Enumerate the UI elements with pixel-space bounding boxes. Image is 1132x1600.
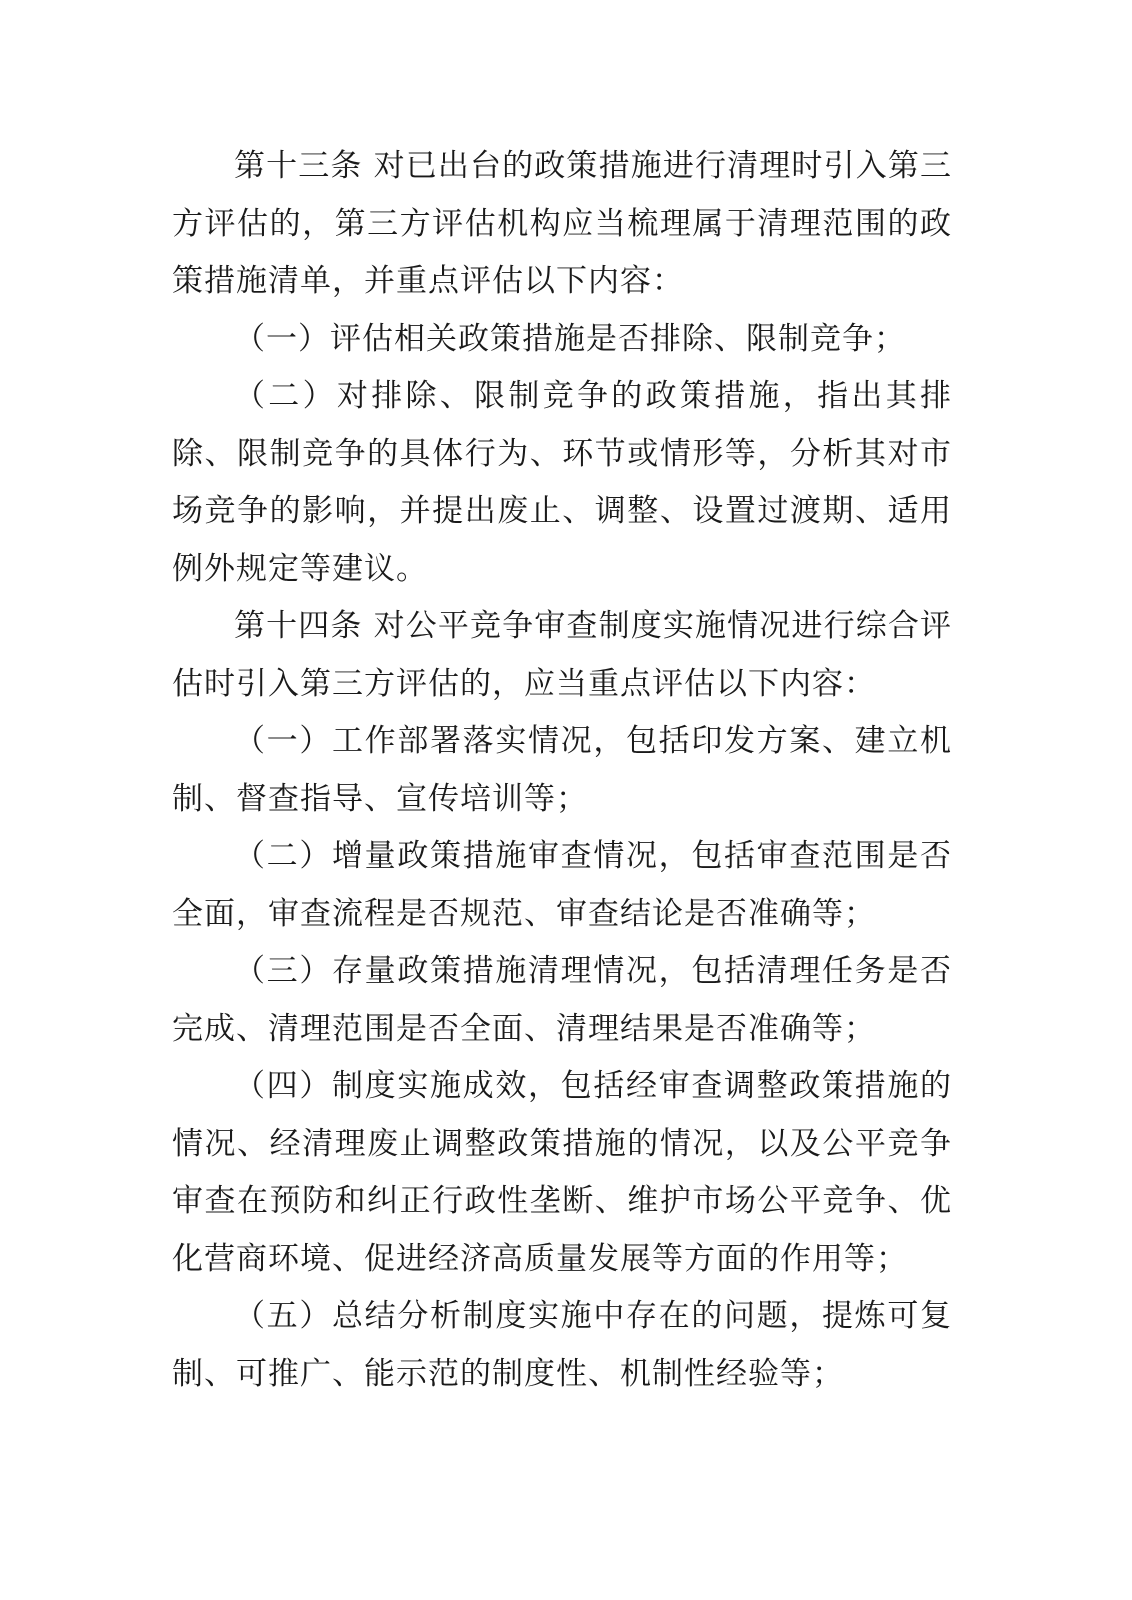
- article-14-item-4: （四）制度实施成效，包括经审查调整政策措施的情况、经清理废止调整政策措施的情况，以及公平竞争审查在预防和纠正行政性垄断、维护市场公平竞争、优化营商环境、促进经济高质量发展等方面的作用等；: [172, 1068, 952, 1277]
- article-13-item-1: （一）评估相关政策措施是否排除、限制竞争；: [234, 320, 906, 357]
- article-14-item-5: （五）总结分析制度实施中存在的问题，提炼可复制、可推广、能示范的制度性、机制性经验等；: [172, 1298, 952, 1392]
- article-14-intro: 第十四条 对公平竞争审查制度实施情况进行综合评估时引入第三方评估的，应当重点评估以下内容：: [172, 608, 952, 702]
- article-14-item-1: （一）工作部署落实情况，包括印发方案、建立机制、督查指导、宣传培训等；: [172, 723, 952, 817]
- article-14-item-3: （三）存量政策措施清理情况，包括清理任务是否完成、清理范围是否全面、清理结果是否准确等；: [172, 953, 952, 1047]
- article-14-item-2: （二）增量政策措施审查情况，包括审查范围是否全面，审查流程是否规范、审查结论是否准确等；: [172, 838, 952, 932]
- article-13-item-2: （二）对排除、限制竞争的政策措施，指出其排除、限制竞争的具体行为、环节或情形等，分析其对市场竞争的影响，并提出废止、调整、设置过渡期、适用例外规定等建议。: [172, 378, 952, 587]
- article-13-intro: 第十三条 对已出台的政策措施进行清理时引入第三方评估的，第三方评估机构应当梳理属于清理范围的政策措施清单，并重点评估以下内容：: [172, 148, 952, 299]
- document-body: [172, 138, 952, 1403]
